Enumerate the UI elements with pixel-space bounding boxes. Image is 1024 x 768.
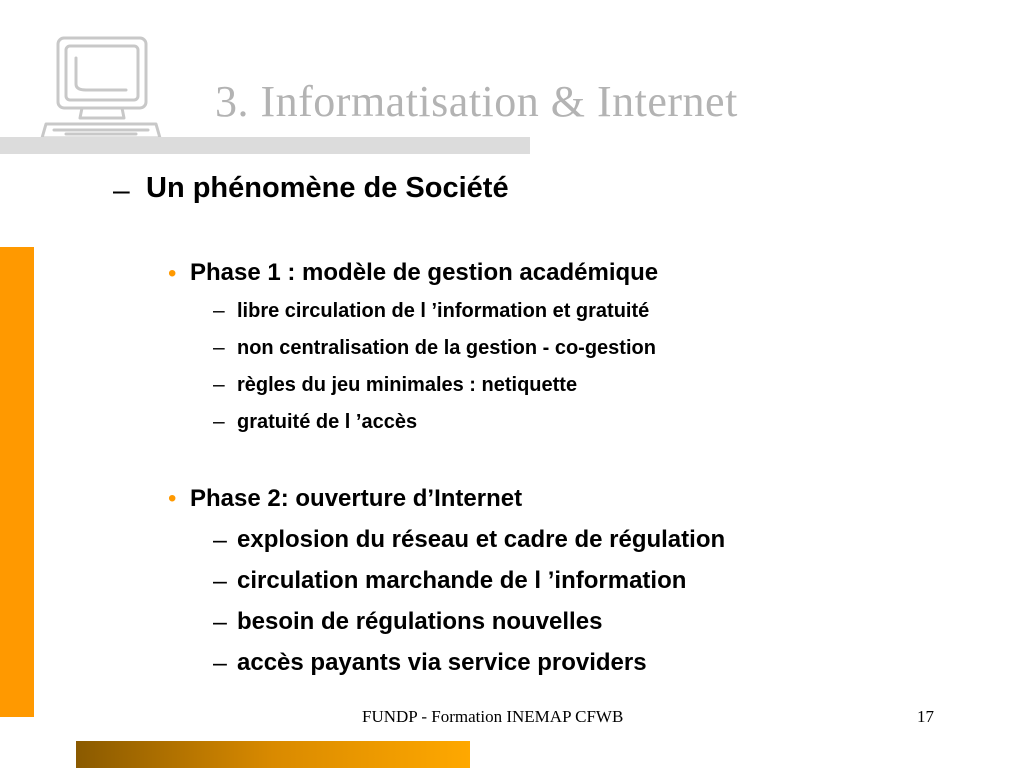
phase1-heading: Phase 1 : modèle de gestion académique (190, 259, 659, 286)
phase1-item-dash: – (213, 410, 225, 433)
phase1-item: gratuité de l ’accès (237, 411, 418, 433)
footer-text: FUNDP - Formation INEMAP CFWB (362, 707, 624, 726)
phase1-item: libre circulation de l ’information et gratuité (237, 300, 650, 322)
page-number: 17 (917, 707, 934, 726)
phase2-item-dash: – (213, 608, 227, 636)
phase1-item: non centralisation de la gestion - co-gestion (237, 337, 656, 359)
phase1-item: règles du jeu minimales : netiquette (237, 374, 578, 396)
heading-text: Un phénomène de Société (146, 172, 509, 204)
heading-dash: – (113, 174, 130, 207)
phase2-item-dash: – (213, 567, 227, 595)
phase2-bullet: • (168, 485, 177, 512)
phase2-item-dash: – (213, 526, 227, 554)
page-title: 3. Informatisation & Internet (215, 77, 738, 126)
phase2-item: besoin de régulations nouvelles (237, 608, 603, 635)
left-accent-bar (0, 247, 34, 717)
phase1-item-dash: – (213, 373, 225, 396)
bottom-accent-bar (76, 741, 470, 768)
phase1-item-dash: – (213, 299, 225, 322)
phase2-item: accès payants via service providers (237, 649, 647, 676)
title-underline-bar (0, 137, 530, 154)
phase2-heading: Phase 2: ouverture d’Internet (190, 485, 523, 512)
computer-icon (36, 34, 166, 142)
phase1-item-dash: – (213, 336, 225, 359)
phase2-item: circulation marchande de l ’information (237, 567, 687, 594)
phase1-bullet: • (168, 260, 177, 287)
phase2-item: explosion du réseau et cadre de régulation (237, 526, 726, 553)
phase2-item-dash: – (213, 649, 227, 677)
